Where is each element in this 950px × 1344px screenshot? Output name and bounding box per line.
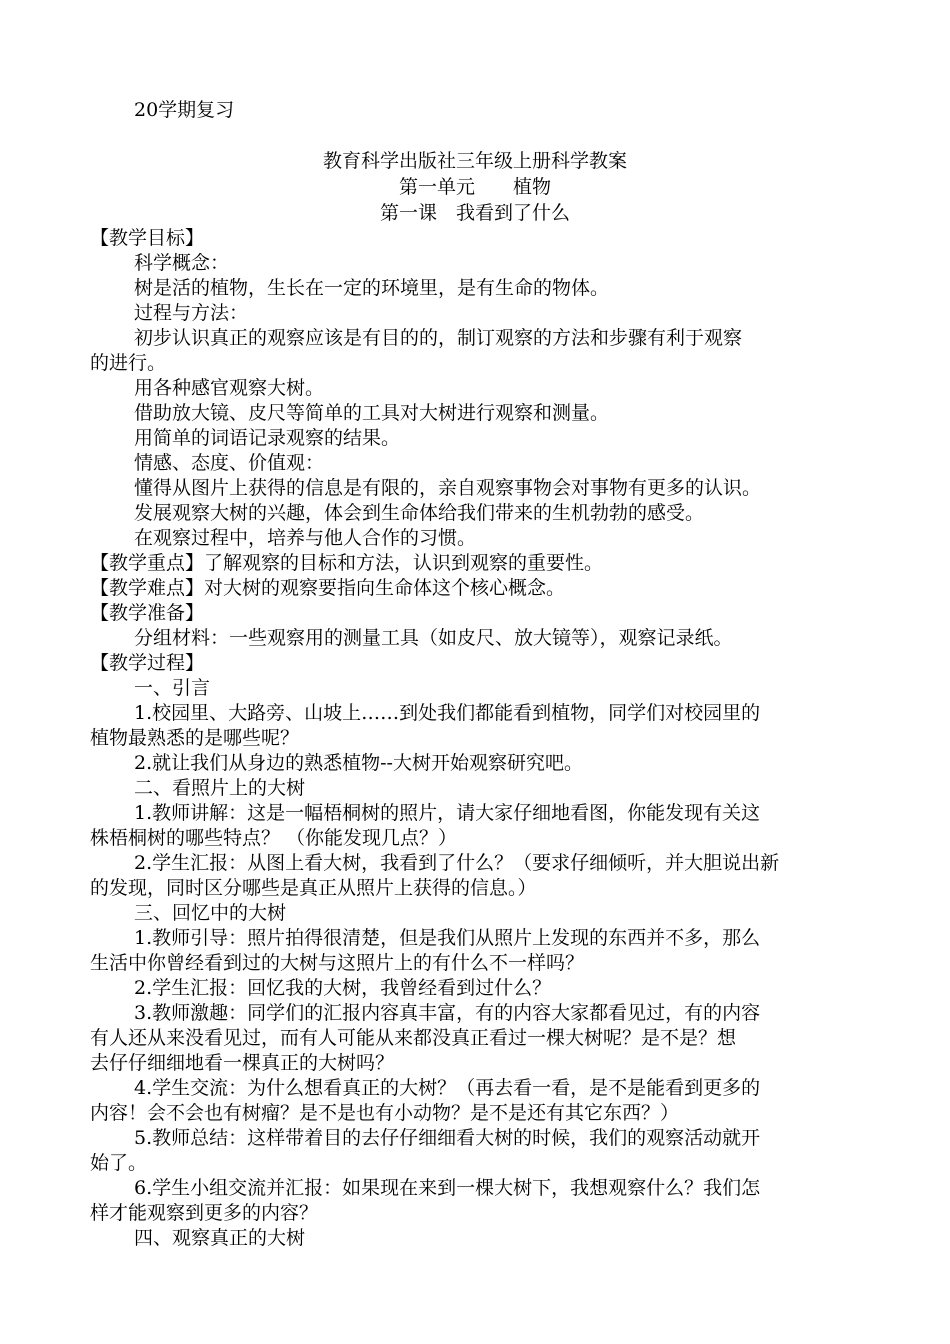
paragraph-line: 2.学生汇报：回忆我的大树，我曾经看到过什么？ [134, 977, 552, 999]
paragraph-line: 的进行。 [90, 352, 167, 374]
paragraph-line: 5.教师总结：这样带着目的去仔仔细细看大树的时候，我们的观察活动就开 [134, 1127, 761, 1149]
paragraph-line: 株梧桐树的哪些特点？ （你能发现几点？） [90, 827, 458, 849]
paragraph-line: 过程与方法： [134, 302, 249, 324]
paragraph-line: 在观察过程中，培养与他人合作的习惯。 [134, 527, 477, 549]
subsection-heading: 四、观察真正的大树 [134, 1227, 306, 1249]
subsection-heading: 二、看照片上的大树 [134, 777, 306, 799]
paragraph-line: 样才能观察到更多的内容？ [90, 1202, 319, 1224]
document-title: 教育科学出版社三年级上册科学教案 [322, 150, 627, 172]
lesson-title: 第一课 我看到了什么 [379, 202, 570, 224]
section-heading: 【教学重点】了解观察的目标和方法，认识到观察的重要性。 [90, 552, 604, 574]
paragraph-line: 2.就让我们从身边的熟悉植物--大树开始观察研究吧。 [134, 752, 583, 774]
paragraph-line: 3.教师激趣：同学们的汇报内容真丰富，有的内容大家都看见过，有的内容 [134, 1002, 761, 1024]
unit-title: 第一单元 植物 [398, 176, 551, 198]
paragraph-line: 1.教师引导：照片拍得很清楚，但是我们从照片上发现的东西并不多，那么 [134, 927, 761, 949]
paragraph-line: 发展观察大树的兴趣，体会到生命体给我们带来的生机勃勃的感受。 [134, 502, 705, 524]
subsection-heading: 三、回忆中的大树 [134, 902, 287, 924]
paragraph-line: 始了。 [90, 1152, 148, 1174]
paragraph-line: 懂得从图片上获得的信息是有限的，亲自观察事物会对事物有更多的认识。 [134, 477, 762, 499]
section-heading: 【教学难点】对大树的观察要指向生命体这个核心概念。 [90, 577, 566, 599]
paragraph-line: 用简单的词语记录观察的结果。 [134, 427, 401, 449]
paragraph-line: 去仔仔细细地看一棵真正的大树吗？ [90, 1052, 395, 1074]
paragraph-line: 树是活的植物，生长在一定的环境里，是有生命的物体。 [134, 277, 610, 299]
paragraph-line: 1.教师讲解：这是一幅梧桐树的照片，请大家仔细地看图，你能发现有关这 [134, 802, 761, 824]
paragraph-line: 植物最熟悉的是哪些呢？ [90, 727, 300, 749]
paragraph-line: 有人还从来没看见过，而有人可能从来都没真正看过一棵大树呢？是不是？想 [90, 1027, 737, 1049]
paragraph-line: 科学概念： [134, 252, 230, 274]
paragraph-line: 6.学生小组交流并汇报：如果现在来到一棵大树下，我想观察什么？我们怎 [134, 1177, 761, 1199]
paragraph-line: 分组材料：一些观察用的测量工具（如皮尺、放大镜等），观察记录纸。 [134, 627, 733, 649]
subsection-heading: 一、引言 [134, 677, 211, 699]
paragraph-line: 借助放大镜、皮尺等简单的工具对大树进行观察和测量。 [134, 402, 610, 424]
paragraph-line: 用各种感官观察大树。 [134, 377, 325, 399]
paragraph-line: 4.学生交流：为什么想看真正的大树？（再去看一看，是不是能看到更多的 [134, 1077, 761, 1099]
paragraph-line: 2.学生汇报：从图上看大树，我看到了什么？（要求仔细倾听，并大胆说出新 [134, 852, 780, 874]
paragraph-line: 的发现，同时区分哪些是真正从照片上获得的信息。） [90, 877, 537, 899]
section-heading: 【教学目标】 [90, 227, 205, 249]
paragraph-line: 内容！会不会也有树瘤？是不是也有小动物？是不是还有其它东西？） [90, 1102, 680, 1124]
header-text: 20学期复习 [134, 99, 235, 121]
section-heading: 【教学过程】 [90, 652, 205, 674]
paragraph-line: 1.校园里、大路旁、山坡上……到处我们都能看到植物，同学们对校园里的 [134, 702, 761, 724]
paragraph-line: 情感、态度、价值观： [134, 452, 325, 474]
paragraph-line: 生活中你曾经看到过的大树与这照片上的有什么不一样吗？ [90, 952, 585, 974]
paragraph-line: 初步认识真正的观察应该是有目的的，制订观察的方法和步骤有利于观察 [134, 327, 743, 349]
section-heading: 【教学准备】 [90, 602, 205, 624]
